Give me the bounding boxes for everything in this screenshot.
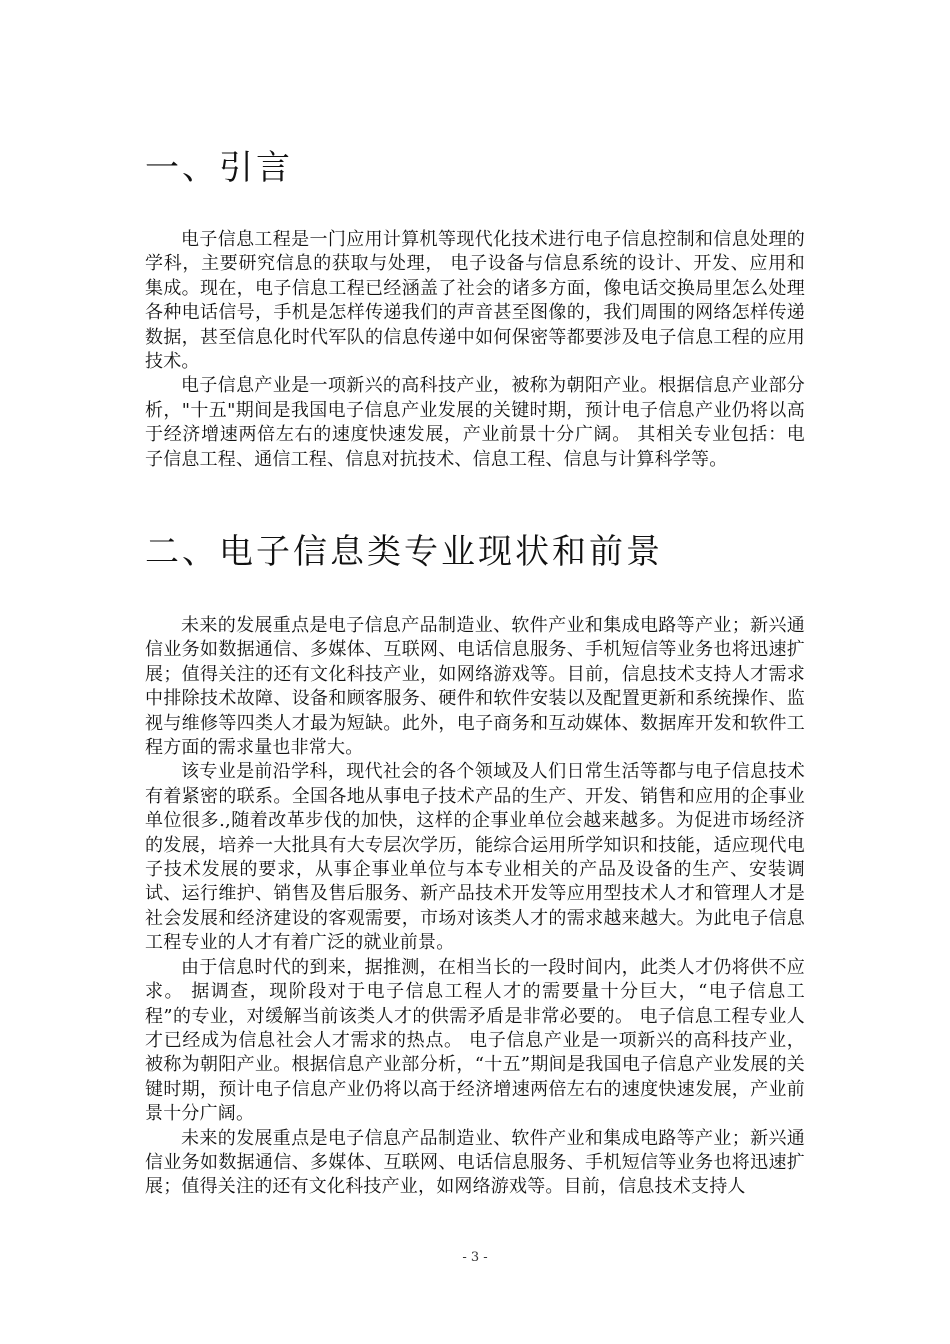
paragraph: 由于信息时代的到来，据推测，在相当长的一段时间内，此类人才仍将供不应求。 据调查，现阶段对于电子信息工程人才的需要量十分巨大，“电子信息工程”的专业，对缓解当前该类人才的供需矛盾是非常必要的。 电子信息工程专业人才已经成为信息社会人才需求的热点。 电子信息产业是一项新兴的高科技产业，被称为朝阳产业。根据信息产业部分析，“十五”期间是我国电子信息产业发展的关键时期，预计电子信息产业仍将以高于经济增速两倍左右的速度快速发展，产业前景十分广阔。 bbox=[145, 956, 805, 1125]
section-body-introduction bbox=[145, 228, 805, 472]
section-heading-status-prospects: 二、电子信息类专业现状和前景 bbox=[145, 532, 663, 572]
page-number: - 3 - bbox=[462, 1250, 488, 1265]
paragraph: 电子信息产业是一项新兴的高科技产业，被称为朝阳产业。根据信息产业部分析，"十五"期间是我国电子信息产业发展的关键时期，预计电子信息产业仍将以高于经济增速两倍左右的速度快速发展，产业前景十分广阔。 其相关专业包括：电子信息工程、通信工程、信息对抗技术、信息工程、信息与计算科学等。 bbox=[145, 375, 805, 470]
paragraph: 该专业是前沿学科，现代社会的各个领域及人们日常生活等都与电子信息技术有着紧密的联系。全国各地从事电子技术产品的生产、开发、销售和应用的企事业单位很多.,随着改革步伐的加快，这样的企事业单位会越来越多。为促进市场经济的发展，培养一大批具有大专层次学历，能综合运用所学知识和技能，适应现代电子技术发展的要求，从事企事业单位与本专业相关的产品及设备的生产、安装调试、运行维护、销售及售后服务、新产品技术开发等应用型技术人才和管理人才是社会发展和经济建设的客观需要，市场对该类人才的需求越来越大。为此电子信息工程专业的人才有着广泛的就业前景。 bbox=[145, 761, 805, 954]
paragraph: 电子信息工程是一门应用计算机等现代化技术进行电子信息控制和信息处理的学科，主要研究信息的获取与处理， 电子设备与信息系统的设计、开发、应用和集成。现在，电子信息工程已经涵盖了社会的诸多方面，像电话交换局里怎么处理各种电话信号，手机是怎样传递我们的声音甚至图像的，我们周围的网络怎样传递数据，甚至信息化时代军队的信息传递中如何保密等都要涉及电子信息工程的应用技术。 bbox=[145, 229, 805, 373]
paragraph: 未来的发展重点是电子信息产品制造业、软件产业和集成电路等产业；新兴通信业务如数据通信、多媒体、互联网、电话信息服务、手机短信等业务也将迅速扩展；值得关注的还有文化科技产业，如网络游戏等。目前，信息技术支持人才需求中排除技术故障、设备和顾客服务、硬件和软件安装以及配置更新和系统操作、监视与维修等四类人才最为短缺。此外，电子商务和互动媒体、数据库开发和软件工程方面的需求量也非常大。 bbox=[145, 615, 805, 759]
paragraph: 未来的发展重点是电子信息产品制造业、软件产业和集成电路等产业；新兴通信业务如数据通信、多媒体、互联网、电话信息服务、手机短信等业务也将迅速扩展；值得关注的还有文化科技产业，如网络游戏等。目前，信息技术支持人 bbox=[145, 1127, 805, 1198]
section-heading-introduction: 一、引言 bbox=[145, 148, 293, 188]
section-body-status-prospects bbox=[145, 614, 805, 1200]
